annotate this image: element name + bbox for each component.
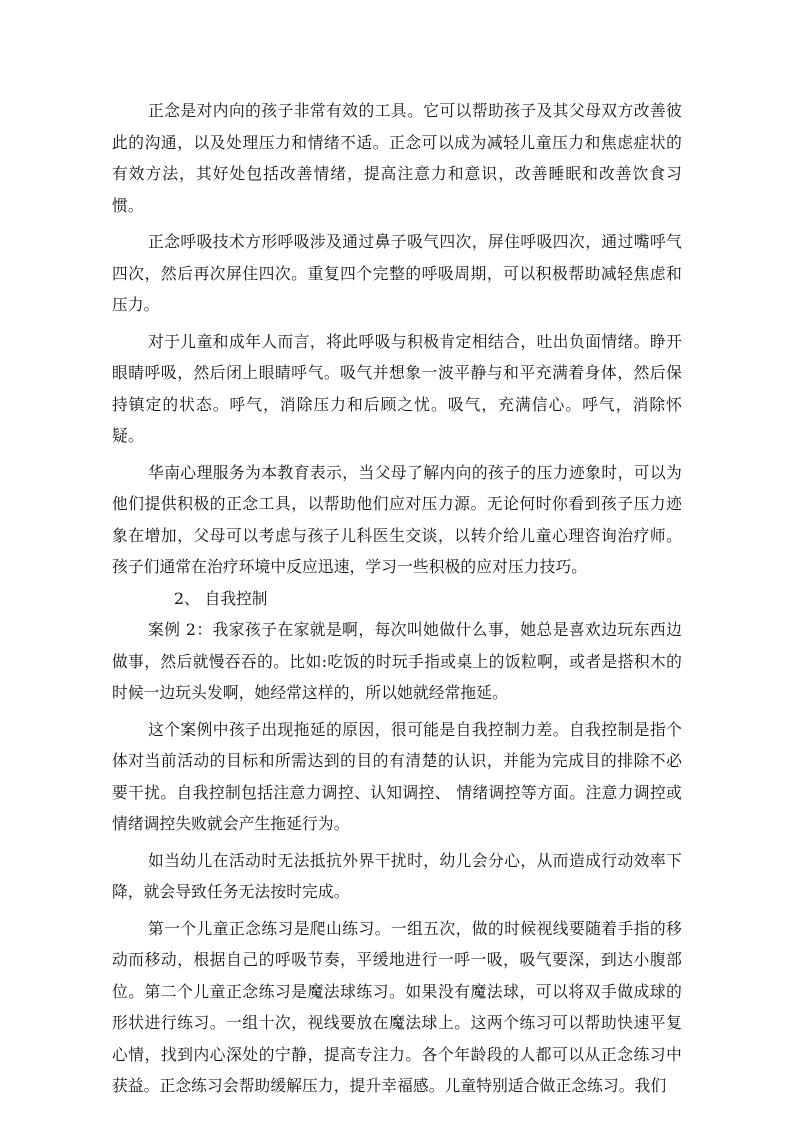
paragraph-exercises: 第一个儿童正念练习是爬山练习。一组五次，做的时候视线要随着手指的移动而移动，根据自己的呼吸节奏，平缓地进行一呼一吸，吸气要深，到达小腹部位。第二个儿童正念练习是魔法球练习。如果没有魔法球，可以将双手做成球的形状进行练习。一组十次，视线要放在魔法球上。这两个练习可以帮助快速平复心情，找到内心深处的宁静，提高专注力。各个年龄段的人都可以从正念练习中获益。正念练习会帮助缓解压力，提升幸福感。儿童特别适合做正念练习。我们 [112, 918, 682, 1095]
paragraph-affirmations: 对于儿童和成年人而言，将此呼吸与积极肯定相结合，吐出负面情绪。睁开眼睛呼吸，然后闭上眼睛呼气。吸气并想象一波平静与和平充满着身体，然后保持镇定的状态。呼气，消除压力和后顾之忧。吸气，充满信心。呼气，消除怀疑。 [112, 331, 682, 445]
paragraph-mindfulness-intro: 正念是对内向的孩子非常有效的工具。它可以帮助孩子及其父母双方改善彼此的沟通，以及处理压力和情绪不适。正念可以成为减轻儿童压力和焦虑症状的有效方法，其好处包括改善情绪，提高注意力和意识，改善睡眠和改善饮食习惯。 [112, 101, 682, 215]
paragraph-distraction: 如当幼儿在活动时无法抵抗外界干扰时，幼儿会分心，从而造成行动效率下降，就会导致任务无法按时完成。 [112, 850, 682, 901]
paragraph-self-control-explanation: 这个案例中孩子出现拖延的原因，很可能是自我控制力差。自我控制是指个体对当前活动的目标和所需达到的目的有清楚的认识，并能为完成目的排除不必要干扰。自我控制包括注意力调控、认知调控、 情绪调控等方面。注意力调控或情绪调控失败就会产生拖延行为。 [112, 719, 682, 833]
section-heading-self-control: 2、 自我控制 [174, 588, 268, 608]
paragraph-stress-signs: 华南心理服务为本教育表示，当父母了解内向的孩子的压力迹象时，可以为他们提供积极的正念工具，以帮助他们应对压力源。无论何时你看到孩子压力迹象在增加，父母可以考虑与孩子儿科医生交谈，以转介给儿童心理咨询治疗师。孩子们通常在治疗环境中反应迅速，学习一些积极的应对压力技巧。 [112, 462, 682, 576]
document-body [112, 95, 682, 1102]
paragraph-case-2: 案例 2：我家孩子在家就是啊，每次叫她做什么事，她总是喜欢边玩东西边做事，然后就慢吞吞的。比如:吃饭的时玩手指或桌上的饭粒啊，或者是搭积木的时候一边玩头发啊，她经常这样的，所以她就经常拖延。 [112, 620, 682, 702]
paragraph-square-breathing: 正念呼吸技术方形呼吸涉及通过鼻子吸气四次，屏住呼吸四次，通过嘴呼气四次，然后再次屏住四次。重复四个完整的呼吸周期，可以积极帮助减轻焦虑和压力。 [112, 232, 682, 314]
